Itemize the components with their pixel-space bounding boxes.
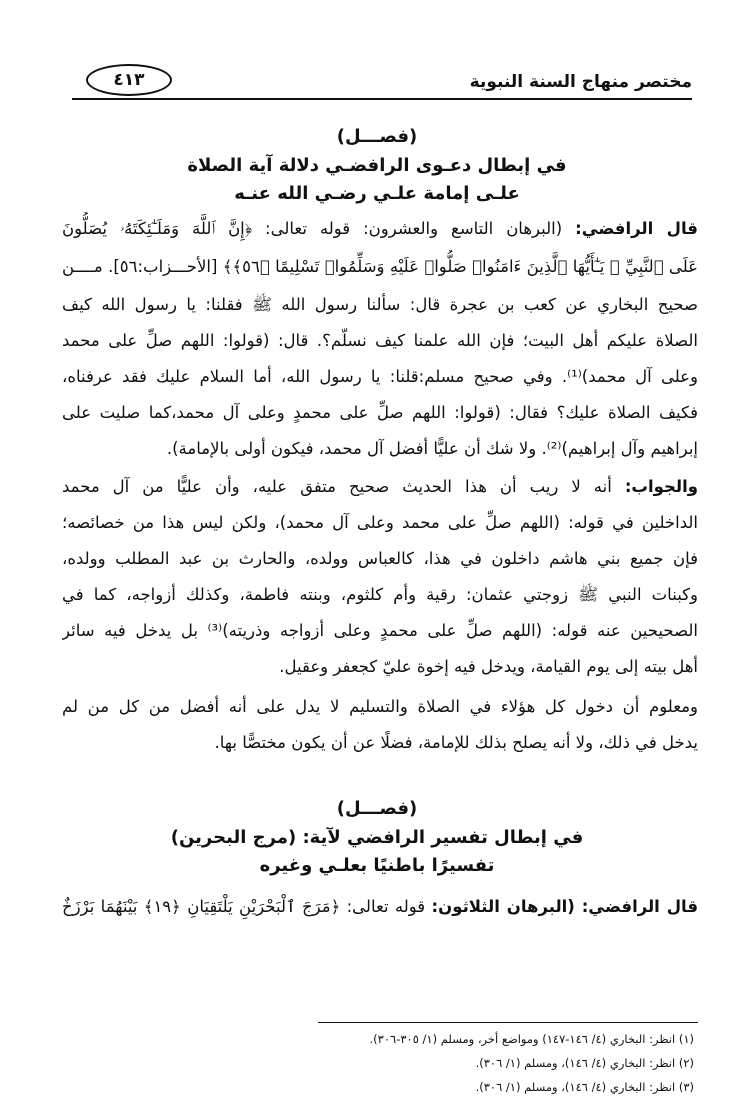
section-title-line: علـى إمامة علـي رضـي الله عنـه: [234, 183, 520, 204]
text-line: الصلاة عليكم أهل البيت؛ فإن الله علمنا كيف نسلّم؟. قال: (قولوا: اللهم صلِّ على محمد: [62, 331, 698, 350]
footnote: (٣) انظر: البخاري (٤/ ١٤٦)، ومسلم (١/ ٣٠٦).: [475, 1080, 694, 1094]
text-line: وعلى آل محمد)⁽¹⁾. وفي صحيح مسلم:قلنا: يا رسول الله، أما السلام عليك فقد عرفناه،: [62, 367, 698, 386]
text-line: يدخل في ذلك، ولا أنه يصلح بذلك للإمامة، فضلًا عن أن يكون مختصًّا بها.: [214, 733, 698, 752]
text-line: الداخلين في قوله: (اللهم صلِّ على محمد وعلى آل محمد)، ولكن ليس هذا من خصائصه؛: [62, 513, 698, 532]
text-line: فإن جميع بني هاشم داخلون في هذا، كالعباس وولده، والحارث بن عبد المطلب وولده،: [62, 549, 698, 568]
header-rule: [72, 98, 692, 100]
lead-in: والجواب:: [624, 477, 698, 496]
section-title-line: في إبطال دعـوى الرافضـي دلالة آية الصلاة: [187, 155, 567, 176]
section-label: (فصـــل): [336, 798, 418, 819]
text-line: قال الرافضي: (البرهان التاسع والعشرون: قوله تعالى: ﴿إِنَّ ٱللَّهَ وَمَلَـٰٓئِكَتَهُۥ يُصَلُّونَ: [62, 219, 698, 238]
text-line: فكيف الصلاة عليك؟ فقال: (قولوا: اللهم صلِّ على محمدٍ وعلى آل محمد،كما صليت على: [62, 403, 698, 422]
footnote: (١) انظر: البخاري (٤/ ١٤٦-١٤٧) ومواضع أخر، ومسلم (١/ ٣٠٥-٣٠٦).: [369, 1032, 694, 1046]
text-line: صحيح البخاري عن كعب بن عجرة قال: سألنا رسول الله ﷺ فقلنا: يا رسول الله كيف: [62, 295, 698, 314]
section-heading-1: [60, 122, 694, 208]
section-title-line: تفسيرًا باطنيًا بعلـي وغيره: [259, 855, 495, 876]
text-line: والجواب: أنه لا ريب أن هذا الحديث صحيح متفق عليه، وأن عليًّا من آل محمد: [62, 477, 698, 496]
text-line: عَلَى ٱلنَّبِيِّ ۚ يَـٰٓأَيُّهَا ٱلَّذِينَ ءَامَنُوا۟ صَلُّوا۟ عَلَيْهِ وَسَلِّمُوا۟ تَسْلِيمًا ﴿٥٦﴾﴾ [الأحـــزاب:٥٦]. مــــن: [62, 257, 698, 276]
section-heading-2: [60, 794, 694, 880]
footnote-separator: [318, 1022, 698, 1023]
section-label: (فصـــل): [336, 126, 418, 147]
text-line: إبراهيم وآل إبراهيم)⁽²⁾. ولا شك أن عليًّا أفضل آل محمد، فيكون أولى بالإمامة).: [166, 439, 698, 458]
text-line: أهل بيته إلى يوم القيامة، ويدخل فيه إخوة عليّ كجعفر وعقيل.: [279, 657, 698, 676]
page-header: [72, 60, 692, 100]
lead-in: قال الرافضي:: [575, 219, 698, 238]
page-number: ٤١٣: [86, 64, 172, 96]
footnote: (٢) انظر: البخاري (٤/ ١٤٦)، ومسلم (١/ ٣٠٦).: [475, 1056, 694, 1070]
text-line: قال الرافضي: (البرهان الثلاثون: قوله تعالى: ﴿مَرَجَ ٱلْبَحْرَيْنِ يَلْتَقِيَانِ ﴿١٩﴾ بَيْنَهُمَا بَرْزَخٌ: [62, 897, 698, 916]
section-title-line: في إبطال تفسير الرافضي لآية: (مرج البحرين): [170, 827, 584, 848]
text-line: وكبنات النبي ﷺ زوجتي عثمان: رقية وأم كلثوم، وبنته فاطمة، وكذلك أزواجه، كما في: [62, 585, 698, 604]
text-line: ومعلوم أن دخول كل هؤلاء في الصلاة والتسليم لا يدل على أنه أفضل من كل من لم: [62, 697, 698, 716]
lead-in: قال الرافضي: (البرهان الثلاثون:: [431, 897, 698, 916]
running-title: مختصر منهاج السنة النبوية: [469, 72, 692, 92]
text-line: الصحيحين عنه قوله: (اللهم صلِّ على محمدٍ وعلى أزواجه وذريته)⁽³⁾ بل يدخل فيه سائر: [62, 621, 698, 640]
